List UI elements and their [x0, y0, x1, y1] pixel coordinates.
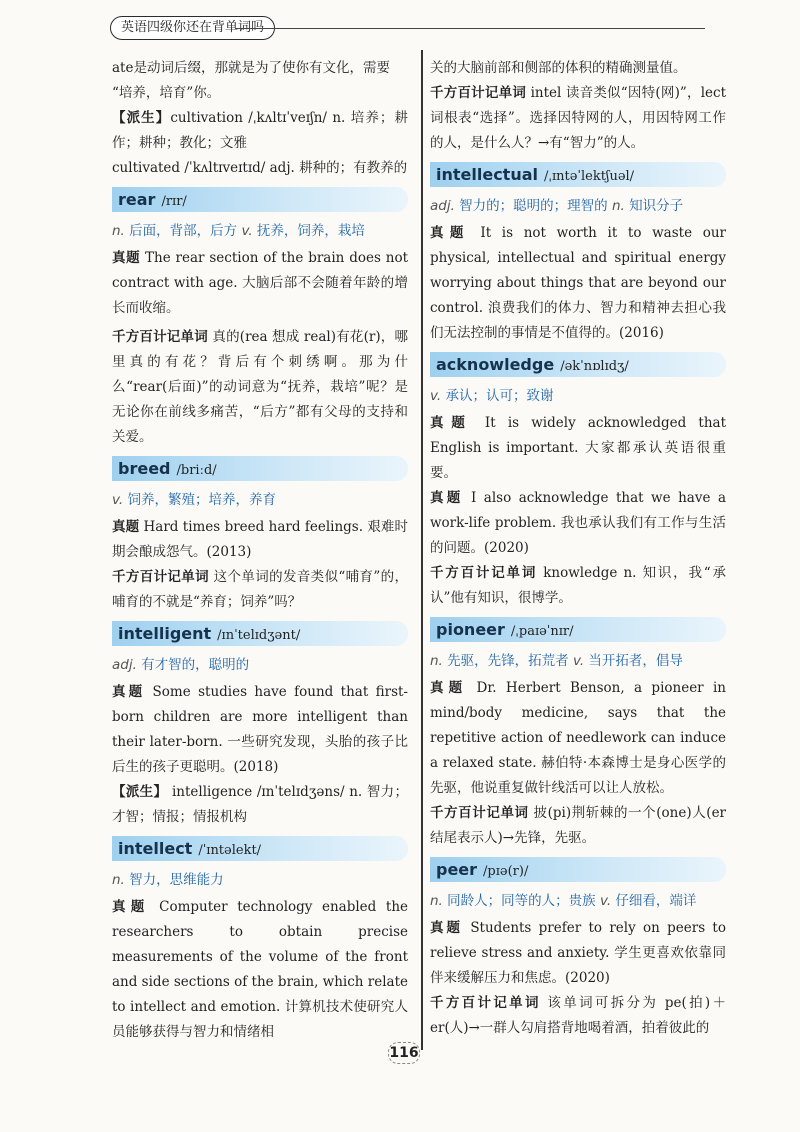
intro-line: ate是动词后缀，那就是为了使你有文化，需要 “培养，培育”你。 — [112, 60, 390, 101]
entry-header-intellect — [112, 836, 408, 861]
phonetic: /rɪr/ — [161, 194, 187, 209]
phonetic: /ˈɪntəlekt/ — [198, 843, 262, 858]
gloss-rear: n. 后面，背部，后方 v. 抚养，饲养，栽培 — [112, 223, 365, 239]
gloss-intellect: n. 智力，思维能力 — [112, 872, 224, 888]
phonetic: /briːd/ — [176, 463, 217, 478]
entry-header-intelligent — [112, 621, 408, 646]
example-acknowledge-2: 真题 I also acknowledge that we have a work-life problem. 我也承认我们有工作与生活的问题。(2020) — [430, 490, 727, 556]
memo-rear: 千方百计记单词 真的(rea 想成 real)有花(r)，哪里真的有花？背后有个刺绣啊。那为什么“rear(后面)”的动词意为“抚养，栽培”呢？是无论你在前线多痛苦，“后方”都有父母的支持和关爱。 — [112, 329, 408, 445]
entry-header-acknowledge — [430, 352, 726, 377]
example-pioneer: 真题 Dr. Herbert Benson, a pioneer in mind/body medicine, says that the repetitive action of needlework can induce a relaxed state. 赫伯特·本森博士是身心医学的先驱，他说重复做针线活可以让人放松。 — [430, 680, 727, 796]
headword: breed — [118, 459, 171, 478]
entry-header-peer — [430, 857, 726, 882]
headword: peer — [436, 860, 478, 879]
example-peer: 真题 Students prefer to rely on peers to relieve stress and anxiety. 学生更喜欢依靠同伴来缓解压力和焦虑。(2020) — [430, 920, 726, 986]
memo-breed: 千方百计记单词 这个单词的发音类似“哺育”的，哺育的不就是“养育；饲养”吗？ — [112, 569, 408, 610]
headword: rear — [118, 190, 156, 209]
headword: acknowledge — [436, 355, 555, 374]
entry-header-rear — [112, 187, 408, 212]
phonetic: /əkˈnɒlɪdʒ/ — [560, 359, 629, 374]
derivation-cultivated: cultivated /ˈkʌltɪveɪtɪd/ adj. 耕种的；有教养的 — [112, 160, 408, 176]
example-breed: 真题 Hard times breed hard feelings. 艰难时期会酿成怨气。(2013) — [112, 519, 408, 560]
entry-header-intellectual — [430, 162, 726, 187]
gloss-peer: n. 同龄人；同等的人；贵族 v. 仔细看，端详 — [430, 893, 697, 909]
derivation-intelligence: 【派生】 intelligence /ɪnˈtelɪdʒəns/ n. 智力；才智；情报；情报机构 — [112, 784, 408, 825]
headword: intellectual — [436, 165, 538, 184]
phonetic: /ˌpaɪəˈnɪr/ — [510, 624, 574, 639]
gloss-acknowledge: v. 承认；认可；致谢 — [430, 388, 554, 404]
book-title: 英语四级你还在背单词吗 — [121, 20, 265, 35]
example-intellect-continued: 关的大脑前部和侧部的体积的精确测量值。 — [430, 60, 687, 76]
memo-acknowledge: 千方百计记单词 knowledge n. 知识，我“承认”他有知识，很博学。 — [430, 565, 727, 606]
entry-header-pioneer — [430, 617, 726, 642]
memo-intellect: 千方百计记单词 intel 读音类似“因特(网)”，lect 词根表“选择”。选择因特网的人，用因特网工作的人，是什么人？→有“智力”的人。 — [430, 85, 726, 151]
left-column — [112, 56, 408, 1045]
headword: pioneer — [436, 620, 505, 639]
phonetic: /ɪnˈtelɪdʒənt/ — [217, 628, 301, 643]
derivation-cultivation: 【派生】cultivation /ˌkʌltɪˈveɪʃn/ n. 培养；耕作；耕种；教化；文雅 — [112, 110, 408, 151]
example-acknowledge-1: 真题 It is widely acknowledged that English is important. 大家都承认英语很重要。 — [430, 415, 727, 481]
gloss-breed: v. 饲养，繁殖；培养，养育 — [112, 492, 276, 508]
header-rule — [235, 28, 705, 29]
example-intellect: 真题 Computer technology enabled the researchers to obtain precise measurements of the volume of the front and side sections of the brain, which relate to intellect and emotion. 计算机技术使研究人员能够获得与智力和情绪相 — [112, 899, 408, 1040]
example-intellectual: 真题 It is not worth it to waste our physical, intellectual and spiritual energy worrying about things that are beyond our control. 浪费我们的体力、智力和精神去担心我们无法控制的事情是不值得的。(2016) — [430, 225, 727, 341]
memo-peer: 千方百计记单词 该单词可拆分为 pe(拍)＋er(人)→一群人勾肩搭背地喝着酒，拍着彼此的 — [430, 995, 727, 1036]
memo-pioneer: 千方百计记单词 披(pi)荆斩棘的一个(one)人(er 结尾表示人)→先锋，先驱。 — [430, 805, 727, 846]
gloss-pioneer: n. 先驱，先锋，拓荒者 v. 当开拓者，倡导 — [430, 653, 683, 669]
entry-header-breed — [112, 456, 408, 481]
page-number: 116 — [388, 1042, 420, 1064]
right-column — [430, 56, 726, 1041]
gloss-intellectual: adj. 智力的；聪明的；理智的 n. 知识分子 — [430, 198, 684, 214]
headword: intellect — [118, 839, 193, 858]
phonetic: /pɪə(r)/ — [483, 864, 529, 879]
headword: intelligent — [118, 624, 212, 643]
phonetic: /ˌɪntəˈlektʃuəl/ — [544, 169, 635, 184]
gloss-intelligent: adj. 有才智的，聪明的 — [112, 657, 250, 673]
example-rear: 真题 The rear section of the brain does not contract with age. 大脑后部不会随着年龄的增长而收缩。 — [112, 250, 408, 316]
column-divider — [421, 50, 423, 1050]
example-intelligent: 真题 Some studies have found that first-born children are more intelligent than their later-born. 一些研究发现，头胎的孩子比后生的孩子更聪明。(2018) — [112, 684, 408, 775]
